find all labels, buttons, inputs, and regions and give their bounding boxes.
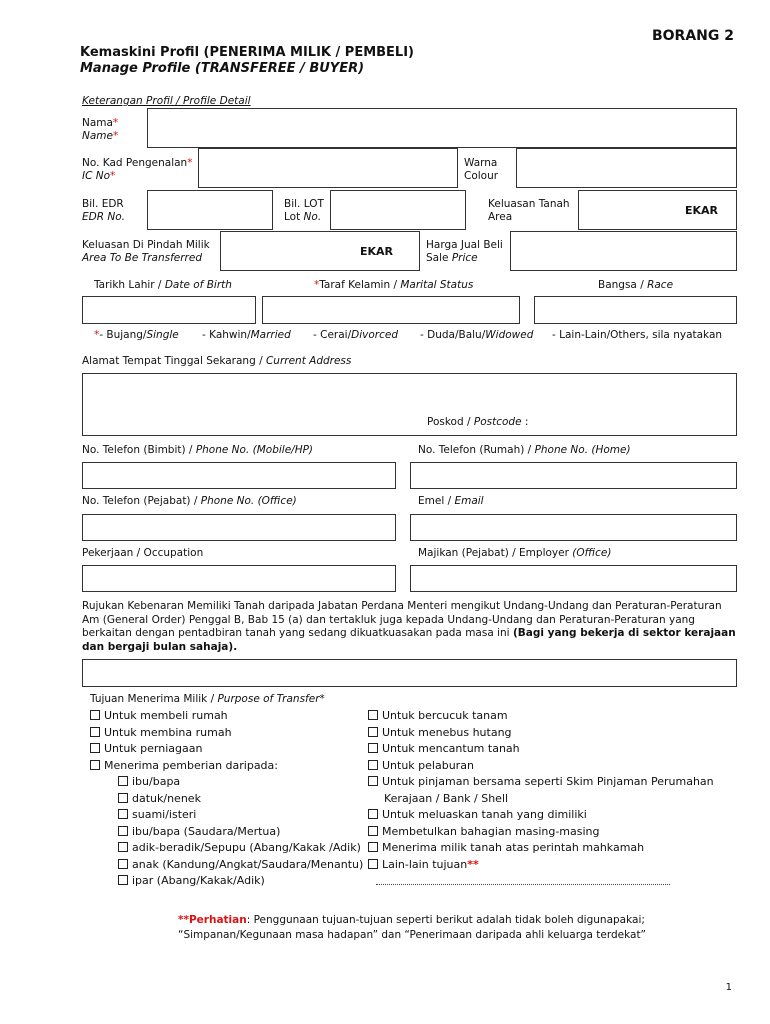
- purpose-checkbox-item[interactable]: Untuk pinjaman bersama seperti Skim Pinjaman Perumahan: [368, 774, 738, 791]
- employer-label: Majikan (Pejabat) / Employer (Office): [418, 547, 612, 559]
- area-label: Keluasan Tanah Area: [488, 198, 570, 223]
- purpose-checkbox-item[interactable]: Untuk bercucuk tanam: [368, 708, 738, 725]
- purpose-checkbox-item[interactable]: Untuk mencantum tanah: [368, 741, 738, 758]
- occupation-label: Pekerjaan / Occupation: [82, 547, 204, 559]
- area-input[interactable]: [578, 190, 737, 230]
- phone-home-label: No. Telefon (Rumah) / Phone No. (Home): [418, 444, 631, 456]
- purpose-checkbox-item[interactable]: Menerima pemberian daripada:: [90, 758, 363, 775]
- transfer-area-label: Keluasan Di Pindah Milik Area To Be Transferred: [82, 239, 210, 264]
- marital-option-others: - Lain-Lain/Others, sila nyatakan: [552, 329, 723, 341]
- page-number: 1: [725, 982, 732, 993]
- phone-office-input[interactable]: [82, 514, 396, 541]
- reference-paragraph: Rujukan Kebenaran Memiliki Tanah daripada Jabatan Perdana Menteri mengikut Undang-Undang dan Peraturan-Peraturan Am (General Order) Penggal B, Bab 15 (a) dan tertakluk juga kepada Undang-Undang dan Peraturan-Peraturan yang berkaitan dengan pentadbiran tanah yang sedang dikuatkuasakan pada masa ini (Bagi yang bekerja di sektor kerajaan dan bergaji bulan sahaja).: [82, 600, 736, 653]
- dob-input[interactable]: [82, 296, 256, 324]
- purpose-checkbox-item[interactable]: Menerima milik tanah atas perintah mahkamah: [368, 840, 738, 857]
- page-subtitle: Manage Profile (TRANSFEREE / BUYER): [80, 61, 365, 76]
- purpose-checkbox-item[interactable]: Untuk membina rumah: [90, 725, 363, 742]
- colour-label: Warna Colour: [464, 157, 499, 182]
- email-label: Emel / Email: [418, 495, 484, 507]
- page-title: Kemaskini Profil (PENERIMA MILIK / PEMBELI): [80, 45, 414, 60]
- purpose-sub-checkbox[interactable]: ibu/bapa: [118, 774, 363, 791]
- purpose-left-list: [90, 708, 363, 890]
- purpose-title: Tujuan Menerima Milik / Purpose of Transfer*: [90, 693, 325, 705]
- attention-note: **Perhatian: Penggunaan tujuan-tujuan seperti berikut adalah tidak boleh digunapakai;: [178, 914, 645, 926]
- phone-mobile-label: No. Telefon (Bimbit) / Phone No. (Mobile/HP): [82, 444, 314, 456]
- purpose-right-list: [368, 708, 738, 873]
- ic-input[interactable]: [198, 148, 458, 188]
- phone-office-label: No. Telefon (Pejabat) / Phone No. (Office): [82, 495, 297, 507]
- purpose-sub-checkbox[interactable]: suami/isteri: [118, 807, 363, 824]
- race-label: Bangsa / Race: [598, 279, 674, 291]
- price-input[interactable]: [510, 231, 737, 271]
- purpose-checkbox-item[interactable]: Untuk meluaskan tanah yang dimiliki: [368, 807, 738, 824]
- purpose-sub-checkbox[interactable]: datuk/nenek: [118, 791, 363, 808]
- race-input[interactable]: [534, 296, 737, 324]
- marital-option-single: *- Bujang/Single: [94, 329, 179, 341]
- price-label: Harga Jual Beli Sale Price: [426, 239, 503, 264]
- form-id: BORANG 2: [651, 28, 734, 44]
- address-input[interactable]: [82, 373, 737, 436]
- reference-input[interactable]: [82, 659, 737, 687]
- section-title: Keterangan Profil / Profile Detail: [82, 95, 251, 107]
- marital-option-divorced: - Cerai/Divorced: [313, 329, 398, 341]
- other-purpose-line[interactable]: [376, 884, 670, 885]
- purpose-checkbox-item[interactable]: Lain-lain tujuan**: [368, 857, 738, 874]
- purpose-checkbox-item[interactable]: Untuk menebus hutang: [368, 725, 738, 742]
- dob-label: Tarikh Lahir / Date of Birth: [94, 279, 232, 291]
- purpose-sub-checkbox[interactable]: ipar (Abang/Kakak/Adik): [118, 873, 363, 890]
- address-label: Alamat Tempat Tinggal Sekarang / Current Address: [82, 355, 352, 367]
- marital-option-widowed: - Duda/Balu/Widowed: [420, 329, 534, 341]
- purpose-checkbox-item[interactable]: Untuk perniagaan: [90, 741, 363, 758]
- phone-mobile-input[interactable]: [82, 462, 396, 489]
- postcode-label: Poskod / Postcode :: [427, 416, 529, 428]
- edr-label: Bil. EDR EDR No.: [82, 198, 125, 223]
- marital-option-married: - Kahwin/Married: [202, 329, 291, 341]
- name-input[interactable]: [147, 108, 737, 148]
- marital-input[interactable]: [262, 296, 520, 324]
- purpose-checkbox-item[interactable]: Membetulkan bahagian masing-masing: [368, 824, 738, 841]
- employer-input[interactable]: [410, 565, 737, 592]
- colour-input[interactable]: [516, 148, 737, 188]
- purpose-checkbox-item[interactable]: Untuk membeli rumah: [90, 708, 363, 725]
- transfer-area-unit: EKAR: [359, 244, 393, 258]
- purpose-checkbox-item[interactable]: Untuk pelaburan: [368, 758, 738, 775]
- purpose-sub-checkbox[interactable]: anak (Kandung/Angkat/Saudara/Menantu): [118, 857, 363, 874]
- purpose-item-continuation: Kerajaan / Bank / Shell: [384, 791, 509, 805]
- occupation-input[interactable]: [82, 565, 396, 592]
- attention-note-line2: “Simpanan/Kegunaan masa hadapan” dan “Penerimaan daripada ahli keluarga terdekat”: [178, 929, 646, 941]
- marital-label: *Taraf Kelamin / Marital Status: [314, 279, 474, 291]
- name-label: Nama* Name*: [82, 117, 119, 142]
- phone-home-input[interactable]: [410, 462, 737, 489]
- edr-input[interactable]: [147, 190, 273, 230]
- lot-input[interactable]: [330, 190, 466, 230]
- lot-label: Bil. LOT Lot No.: [284, 198, 324, 223]
- ic-label: No. Kad Pengenalan* IC No*: [82, 157, 193, 182]
- purpose-sub-checkbox[interactable]: ibu/bapa (Saudara/Mertua): [118, 824, 363, 841]
- area-unit: EKAR: [684, 203, 718, 217]
- purpose-sub-checkbox[interactable]: adik-beradik/Sepupu (Abang/Kakak /Adik): [118, 840, 363, 857]
- email-input[interactable]: [410, 514, 737, 541]
- transfer-area-input[interactable]: [220, 231, 420, 271]
